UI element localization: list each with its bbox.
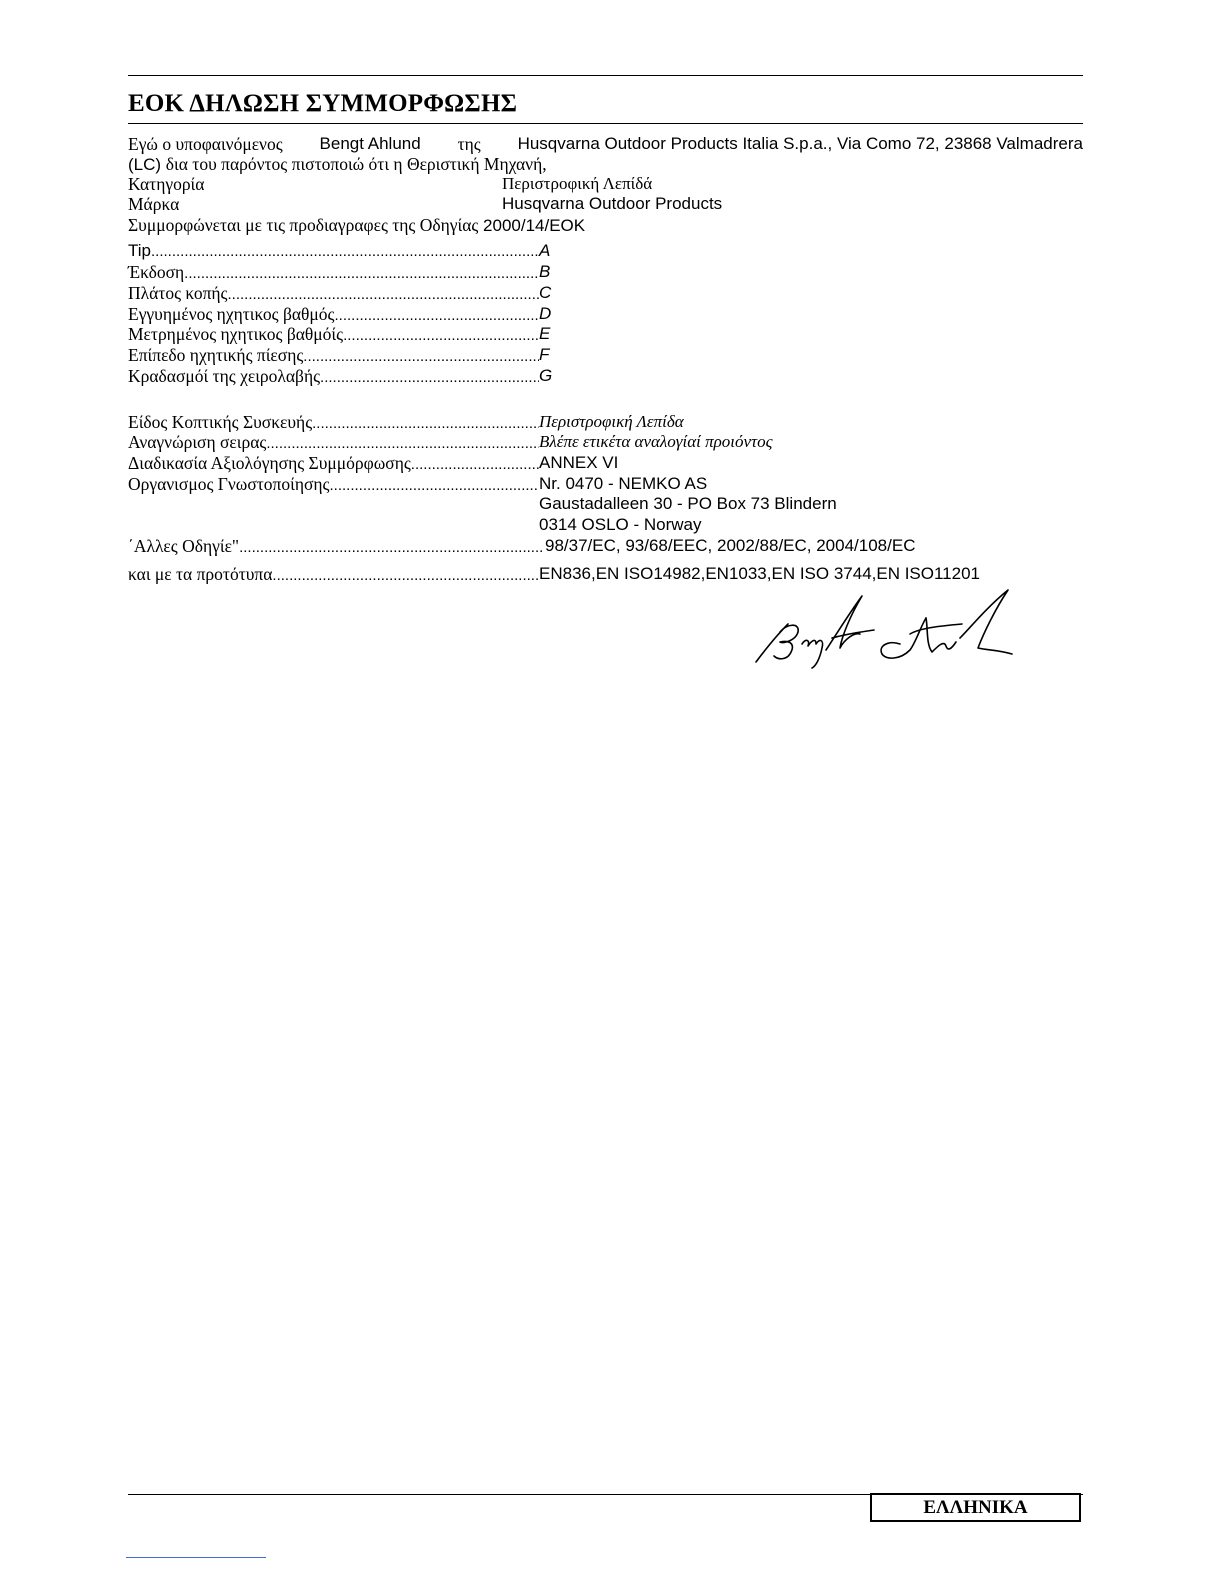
region-code: (LC) <box>128 155 162 174</box>
leader-dots <box>303 347 539 367</box>
conformity-directive: 2000/14/EOK <box>483 216 586 235</box>
notified-body-address-line-2: 0314 OSLO - Norway <box>539 515 702 534</box>
category-label: Κατηγορία <box>128 174 205 194</box>
spec-label: Επίπεδο ηχητικής πίεσης <box>128 345 304 365</box>
spec-value: E <box>539 324 551 343</box>
spec-label: Έκδοση <box>128 262 185 282</box>
detail-label: Αναγνώριση σειρας <box>128 432 267 452</box>
category-value: Περιστροφική Λεπίδά <box>502 174 653 193</box>
detail-label: Είδος Κοπτικής Συσκευής <box>128 412 313 432</box>
detail-value: Βλέπε ετικέτα αναλογίαί προιόντος <box>539 432 773 451</box>
spec-value: D <box>539 304 552 323</box>
spec-label: Μετρημένος ηχητικος βαθμόίς <box>128 324 344 344</box>
spec-row-guaranteed-sound <box>128 304 539 326</box>
standards-value: EN836,EN ISO14982,EN1033,EN ISO 3744,EN ISO11201 <box>539 564 981 583</box>
leader-dots <box>266 434 539 454</box>
spec-value: C <box>539 283 552 302</box>
spec-row-measured-sound <box>128 324 539 346</box>
leader-dots <box>411 455 539 475</box>
detail-value: ANNEX VI <box>539 453 619 472</box>
standards-row <box>128 564 539 586</box>
detail-row-assessment <box>128 453 539 475</box>
signature-image <box>750 588 1015 673</box>
conformity-line <box>128 215 585 236</box>
leader-dots <box>330 476 540 496</box>
spec-row-cut-width <box>128 283 539 305</box>
spec-row-version <box>128 262 539 284</box>
leader-dots <box>272 566 539 586</box>
spec-label: Κραδασμόί της χειρολαβής <box>128 366 321 386</box>
other-directives-value: 98/37/EC, 93/68/EEC, 2002/88/EC, 2004/108/EC <box>545 536 916 555</box>
leader-dots <box>335 306 540 326</box>
detail-row-series-id <box>128 432 539 454</box>
spec-value: A <box>539 241 551 260</box>
intro-line-2 <box>128 154 547 175</box>
spec-value: G <box>539 366 553 385</box>
leader-dots <box>312 414 539 434</box>
detail-label: Διαδικασία Αξιολόγησης Συμμόρφωσης <box>128 453 411 473</box>
detail-label: Οργανισμος Γνωστοποίησης <box>128 474 330 494</box>
detail-row-cutting-device <box>128 412 539 434</box>
conformity-text: Συμμορφώνεται με τις προδιαγραφες της Οδηγίας <box>128 215 479 235</box>
spec-value: B <box>539 262 551 281</box>
intro-text-1: Εγώ ο υποφαινόμενος <box>128 134 283 154</box>
page-title: ΕΟΚ ΔΗΛΩΣΗ ΣΥΜΜΟΡΦΩΣΗΣ <box>128 90 518 117</box>
language-tab: ΕΛΛΗΝΙΚΑ <box>870 1493 1081 1522</box>
company-address: Husqvarna Outdoor Products Italia S.p.a., Via Como 72, 23868 Valmadrera <box>517 134 1083 153</box>
leader-dots <box>151 242 539 262</box>
detail-value: Nr. 0470 - NEMKO AS <box>539 474 708 493</box>
spec-label: Πλάτος κοπής <box>128 283 228 303</box>
notified-body-address-line-1: Gaustadalleen 30 - PO Box 73 Blindern <box>539 494 837 513</box>
spec-row-sound-pressure <box>128 345 539 367</box>
leader-dots <box>320 368 539 388</box>
spec-row-handle-vibration <box>128 366 539 388</box>
other-directives-label: ΄Αλλες Οδηγίε" <box>128 536 240 556</box>
title-underline <box>128 123 1083 124</box>
signatory-name: Bengt Ahlund <box>319 134 421 153</box>
other-directives-row <box>128 536 544 558</box>
leader-dots <box>343 326 539 346</box>
standards-label: και με τα προτότυπα <box>128 564 273 584</box>
spec-row-type <box>128 241 539 262</box>
spec-label: Tip <box>128 241 151 260</box>
detail-value: Περιστροφική Λεπίδα <box>539 412 684 431</box>
brand-value: Husqvarna Outdoor Products <box>502 194 723 213</box>
brand-label: Μάρκα <box>128 194 180 214</box>
footer-link-underline <box>126 1557 266 1558</box>
top-rule <box>128 75 1083 76</box>
intro-text-3: δια του παρόντος πιστοποιώ ότι η Θεριστική Μηχανή, <box>165 154 547 174</box>
leader-dots <box>227 285 539 305</box>
detail-row-notified-body <box>128 474 539 496</box>
spec-label: Εγγυημένος ηχητικος βαθμός <box>128 304 335 324</box>
leader-dots <box>184 264 539 284</box>
spec-value: F <box>539 345 550 364</box>
intro-line-1 <box>128 134 1083 154</box>
intro-text-2: της <box>457 134 481 154</box>
leader-dots <box>239 538 544 558</box>
